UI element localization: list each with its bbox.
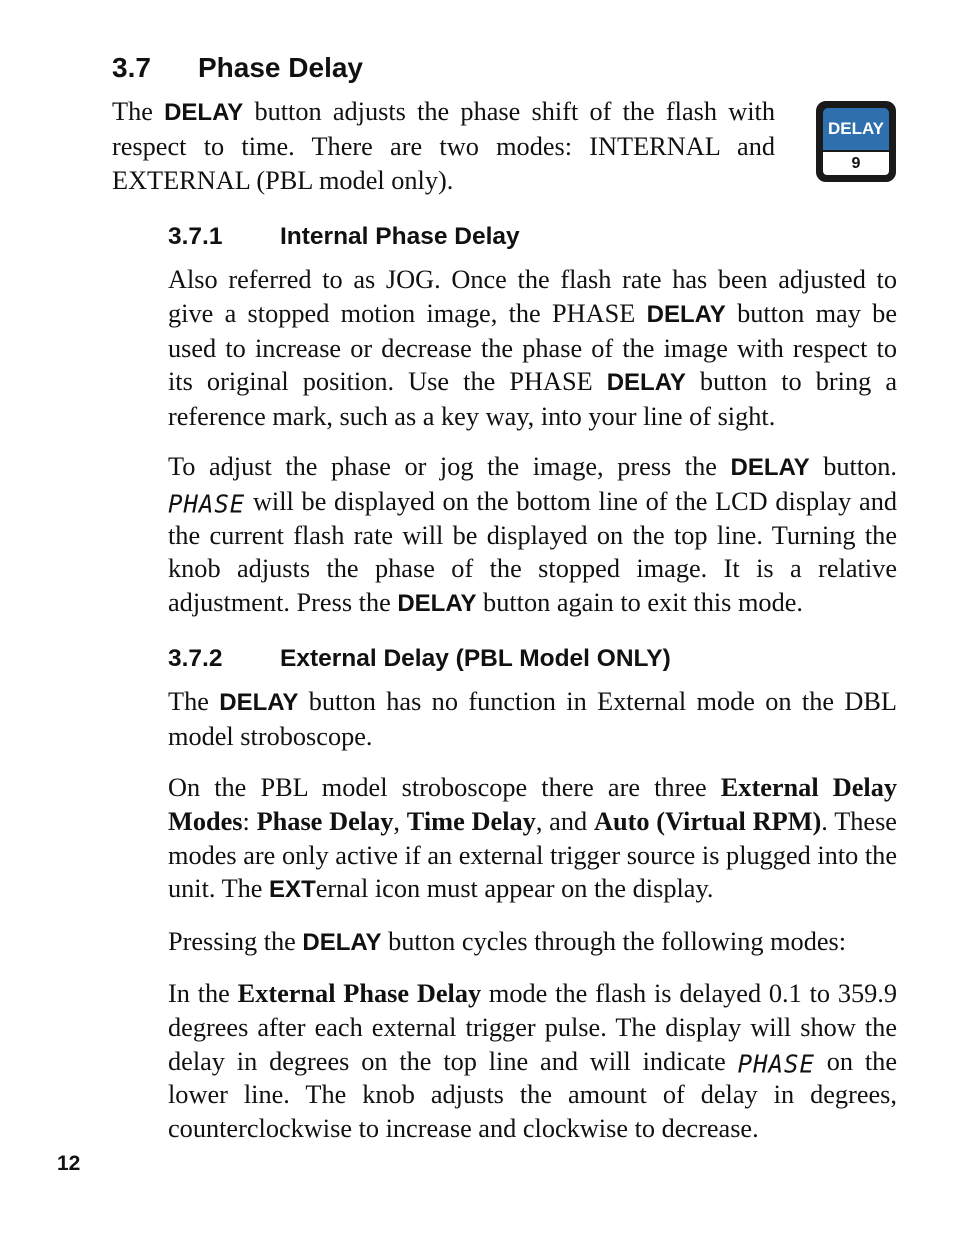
bold-term: External Phase Delay: [237, 979, 482, 1008]
external-delay-paragraph-4: [168, 977, 897, 1146]
subsection-title: Internal Phase Delay: [280, 223, 520, 250]
subsection-number: 3.7.2: [168, 645, 223, 672]
delay-keyword: DELAY: [164, 99, 244, 126]
intro-paragraph: [112, 95, 775, 197]
page-number: 12: [57, 1152, 81, 1175]
ext-keyword: EXT: [269, 876, 316, 904]
bold-term: Auto (Virtual RPM): [593, 806, 822, 836]
text-run: On the PBL model stroboscope there are three: [168, 773, 721, 802]
subsection-number: 3.7.1: [168, 223, 223, 250]
text-run: Pressing the: [168, 927, 303, 956]
section-title: Phase Delay: [198, 52, 363, 83]
delay-keyword: DELAY: [302, 929, 382, 956]
text-run: , and: [535, 806, 594, 836]
internal-delay-paragraph-2: [168, 450, 897, 621]
text-run: ,: [393, 806, 407, 836]
external-delay-paragraph-3: [168, 925, 897, 960]
text-run: button again to exit this mode.: [476, 588, 803, 618]
text-run: ernal icon must appear on the display.: [315, 874, 714, 904]
subsection-heading-internal: [168, 222, 520, 252]
text-run: button adjusts the phase shift of the flash with respect to time. There are two modes: INTERNAL and EXTERNAL (PBL model only).: [112, 97, 775, 195]
text-run: The: [112, 97, 165, 126]
text-run: In the: [168, 979, 238, 1008]
text-run: To adjust the phase or jog the image, press the: [168, 452, 731, 481]
text-run: button cycles through the following modes:: [381, 927, 847, 956]
delay-keyword: DELAY: [219, 689, 299, 716]
text-run: on the lower line. The knob adjusts the amount of delay in degrees, counterclockwise to increase and clockwise to decrease.: [168, 1046, 898, 1144]
text-run: . These modes are only active if an external trigger source is plugged into the unit. The: [168, 806, 897, 904]
text-run: button may be used to increase or decrease the phase of the image with respect to its original position. Use the PHASE: [168, 298, 897, 397]
text-run: button.: [809, 452, 897, 481]
lcd-phase-glyph: PHASE: [737, 1048, 815, 1079]
delay-keyword: DELAY: [730, 454, 810, 481]
delay-keyword: DELAY: [397, 590, 477, 618]
bold-term: Phase Delay: [256, 806, 394, 836]
bold-term: Time Delay: [406, 806, 536, 836]
delay-key-label: DELAY: [823, 108, 889, 150]
internal-delay-paragraph-1: [168, 263, 897, 434]
subsection-heading-external: [168, 644, 671, 674]
text-run: mode the flash is delayed 0.1 to 359.9 degrees after each external trigger pulse. The display will show the delay in degrees on the top line and will indicate: [168, 979, 897, 1076]
delay-key-icon: [816, 101, 896, 182]
delay-key-number: 9: [823, 152, 889, 175]
bold-term: External Delay Modes: [168, 773, 897, 836]
text-run: button has no function in External mode on the DBL model stroboscope.: [168, 687, 897, 751]
text-run: Also referred to as JOG. Once the flash rate has been adjusted to give a stopped motion image, the PHASE: [168, 265, 897, 328]
subsection-title: External Delay (PBL Model ONLY): [280, 645, 671, 672]
external-delay-paragraph-1: [168, 685, 897, 754]
section-number: 3.7: [112, 52, 151, 83]
text-run: button to bring a reference mark, such as a key way, into your line of sight.: [168, 367, 897, 432]
text-run: will be displayed on the bottom line of the LCD display and the current flash rate will be displayed on the top line. Turning the knob adjusts the phase of the stopped image. It is a relative adjustment. Press the: [168, 486, 897, 618]
delay-keyword: DELAY: [606, 369, 686, 397]
external-delay-paragraph-2: [168, 771, 897, 907]
lcd-phase-glyph: PHASE: [168, 489, 246, 519]
delay-keyword: DELAY: [646, 300, 726, 328]
section-heading: [112, 50, 363, 86]
text-run: The: [168, 687, 220, 716]
text-run: :: [242, 806, 257, 836]
